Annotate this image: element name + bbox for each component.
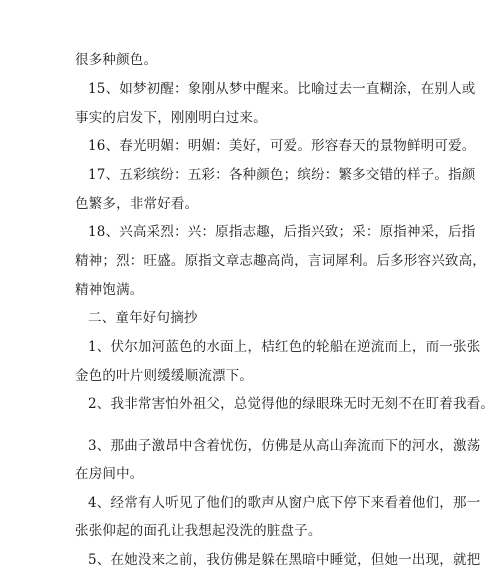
text-line: 张张仰起的面孔让我想起没洗的脏盘子。 <box>75 523 322 539</box>
text-line: 15、如梦初醒：象刚从梦中醒来。比喻过去一直糊涂，在别人或 <box>88 81 476 97</box>
text-line: 2、我非常害怕外祖父，总觉得他的绿眼珠无时无刻不在盯着我看。 <box>88 396 495 412</box>
text-line: 精神饱满。 <box>75 282 144 298</box>
text-line: 精神；烈：旺盛。原指文章志趣高尚，言词犀利。后多形容兴致高， <box>75 253 486 269</box>
text-line: 18、兴高采烈：兴：原指志趣，后指兴致；采：原指神采，后指 <box>88 224 476 240</box>
text-line: 色繁多，非常好看。 <box>75 196 199 212</box>
text-line: 17、五彩缤纷：五彩：各种颜色；缤纷：繁多交错的样子。指颜 <box>88 167 476 183</box>
text-line: 事实的启发下，刚刚明白过来。 <box>75 110 267 126</box>
text-line: 在房间中。 <box>75 466 144 482</box>
text-line: 16、春光明媚：明媚：美好，可爱。形容春天的景物鲜明可爱。 <box>88 138 476 154</box>
text-line: 很多种颜色。 <box>75 52 158 68</box>
text-line: 金色的叶片则缓缓顺流漂下。 <box>75 368 254 384</box>
text-line: 4、经常有人听见了他们的歌声从窗户底下停下来看着他们，那一 <box>88 495 481 511</box>
text-line: 3、那曲子激昂中含着忧伤，仿佛是从高山奔流而下的河水，激荡 <box>88 438 481 454</box>
section-heading: 二、童年好句摘抄 <box>88 310 198 326</box>
text-line: 1、伏尔加河蓝色的水面上，桔红色的轮船在逆流而上，而一张张 <box>88 339 481 355</box>
text-line: 5、在她没来之前，我仿佛是躲在黑暗中睡觉，但她一出现，就把 <box>88 552 481 568</box>
